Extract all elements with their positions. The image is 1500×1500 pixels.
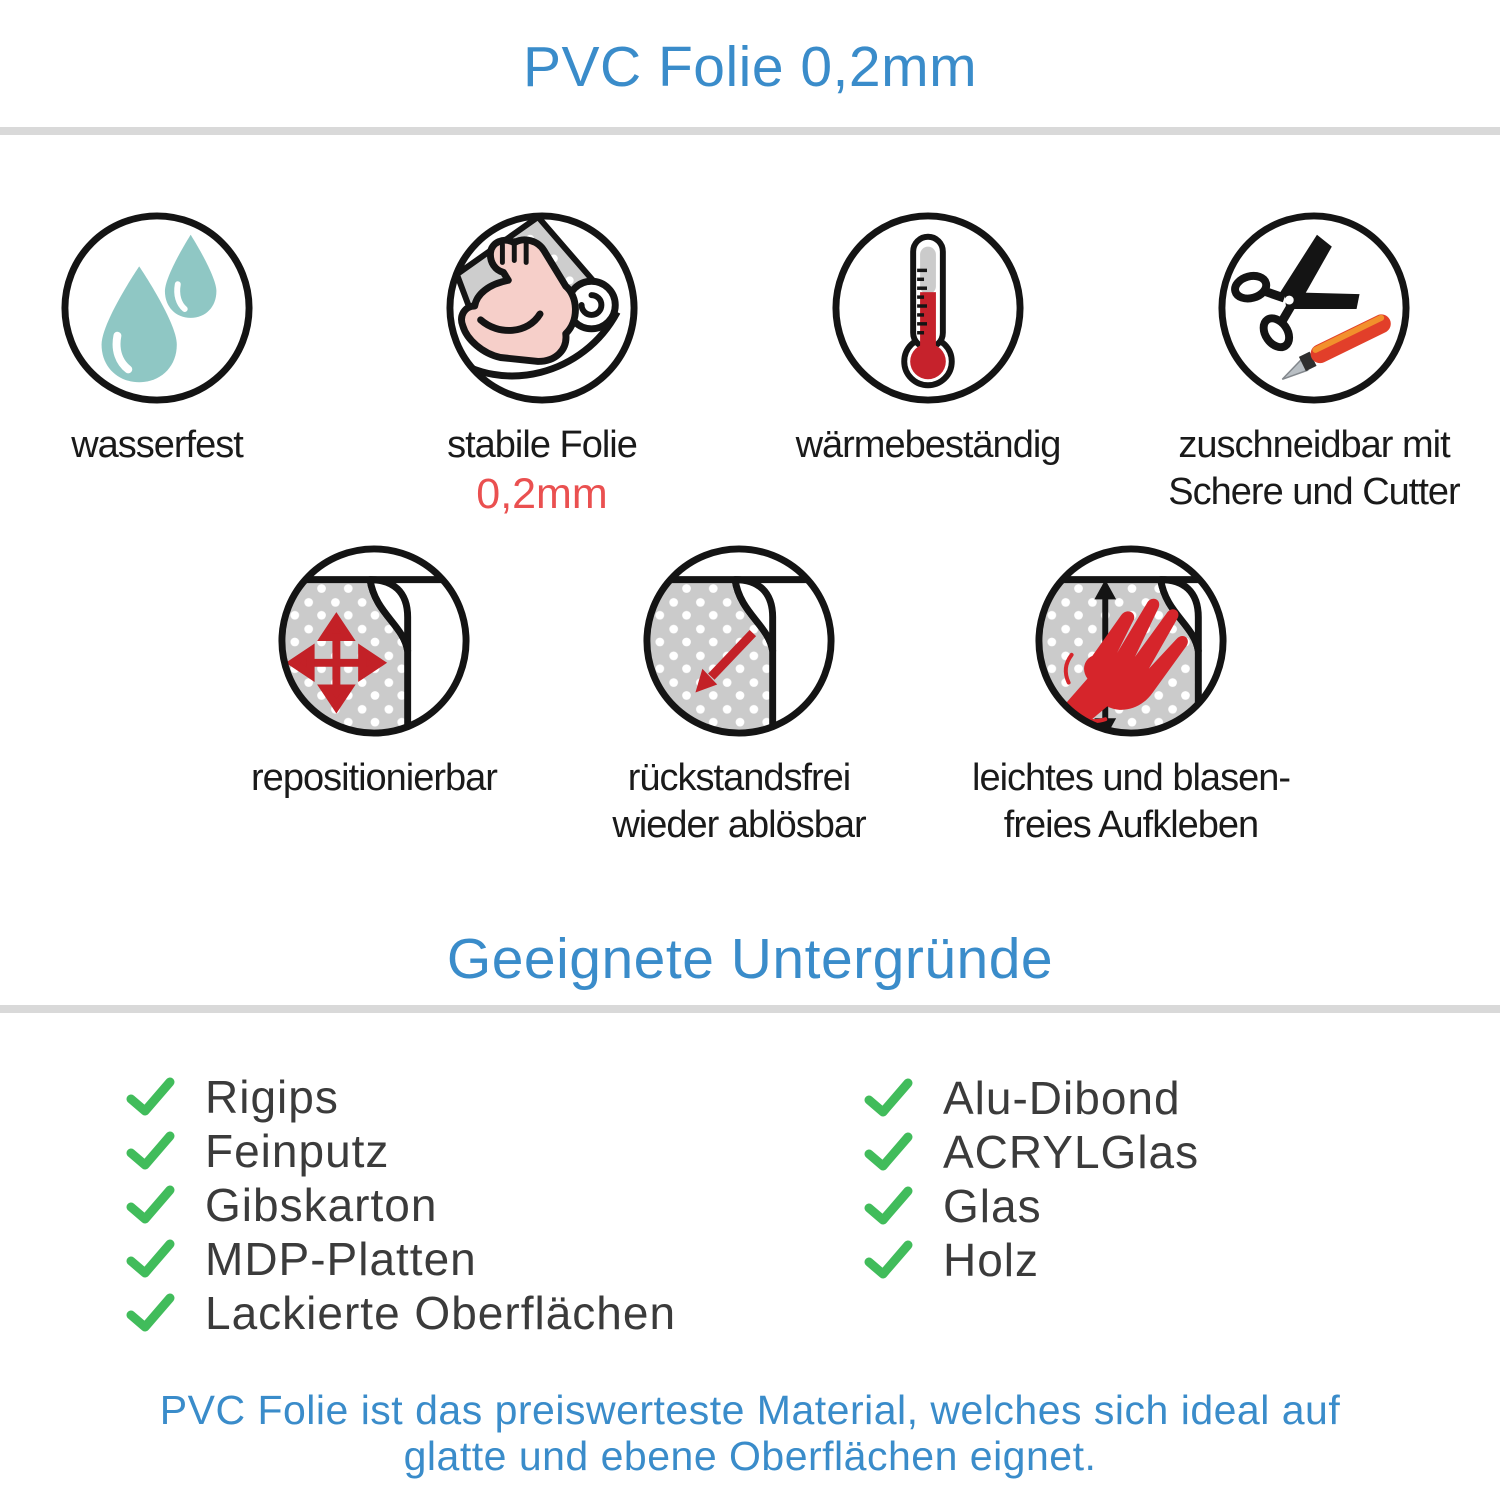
check-icon [125,1239,175,1279]
substrate-label: Alu-Dibond [943,1072,1181,1124]
substrate-label: Feinputz [205,1125,390,1177]
list-item [125,1070,676,1124]
feature-waermebestaendig [768,209,1088,469]
list-item [125,1232,676,1286]
list-item [863,1179,1199,1233]
page-title: PVC Folie 0,2mm [522,35,978,99]
check-icon [125,1185,175,1225]
check-icon [863,1132,913,1172]
strong-arm-foil-icon [443,209,641,407]
feature-stabile-folie [392,209,692,518]
check-icon [125,1131,175,1171]
footer-line: glatte und ebene Oberflächen eignet. [403,1433,1097,1479]
substrate-label: MDP-Platten [205,1233,477,1285]
footer-line: PVC Folie ist das preiswerteste Material, welches sich ideal auf [159,1387,1341,1433]
substrate-label: Rigips [205,1071,339,1123]
feature-label: leichtes und blasen- freies Aufkleben [972,757,1290,846]
list-item [863,1125,1199,1179]
foil-peel-icon [640,542,838,740]
feature-wasserfest [7,209,307,469]
substrate-label: ACRYLGlas [943,1126,1200,1178]
water-drops-icon [58,209,256,407]
feature-label: repositionierbar [251,757,497,799]
scissors-cutter-icon [1215,209,1413,407]
feature-blasenfrei [951,542,1311,849]
substrate-list-right [863,1071,1199,1287]
middle-divider [0,1005,1500,1013]
feature-repositionierbar [204,542,544,802]
substrate-label: Glas [943,1180,1042,1232]
substrate-label: Gibskarton [205,1179,438,1231]
list-item [863,1233,1199,1287]
feature-rueckstandsfrei [569,542,909,849]
thermometer-icon [829,209,1027,407]
feature-label: wärmebeständig [795,424,1061,466]
feature-label: rückstandsfrei wieder ablösbar [612,757,866,846]
check-icon [863,1078,913,1118]
feature-zuschneidbar [1144,209,1484,516]
top-divider [0,127,1500,135]
check-icon [125,1077,175,1117]
substrate-list-left [125,1070,676,1340]
list-item [125,1286,676,1340]
footer-note [0,1387,1500,1479]
substrates-heading: Geeignete Untergründe [446,927,1054,991]
foil-move-icon [275,542,473,740]
feature-label: zuschneidbar mit Schere und Cutter [1168,424,1460,513]
list-item [125,1124,676,1178]
list-item [125,1178,676,1232]
foil-hand-icon [1032,542,1230,740]
check-icon [863,1240,913,1280]
check-icon [863,1186,913,1226]
substrate-label: Lackierte Oberflächen [205,1287,677,1339]
check-icon [125,1293,175,1333]
feature-label: wasserfest [71,424,243,466]
list-item [863,1071,1199,1125]
feature-label: stabile Folie [447,424,637,466]
substrate-label: Holz [943,1234,1040,1286]
thickness-value: 0,2mm [476,470,608,518]
